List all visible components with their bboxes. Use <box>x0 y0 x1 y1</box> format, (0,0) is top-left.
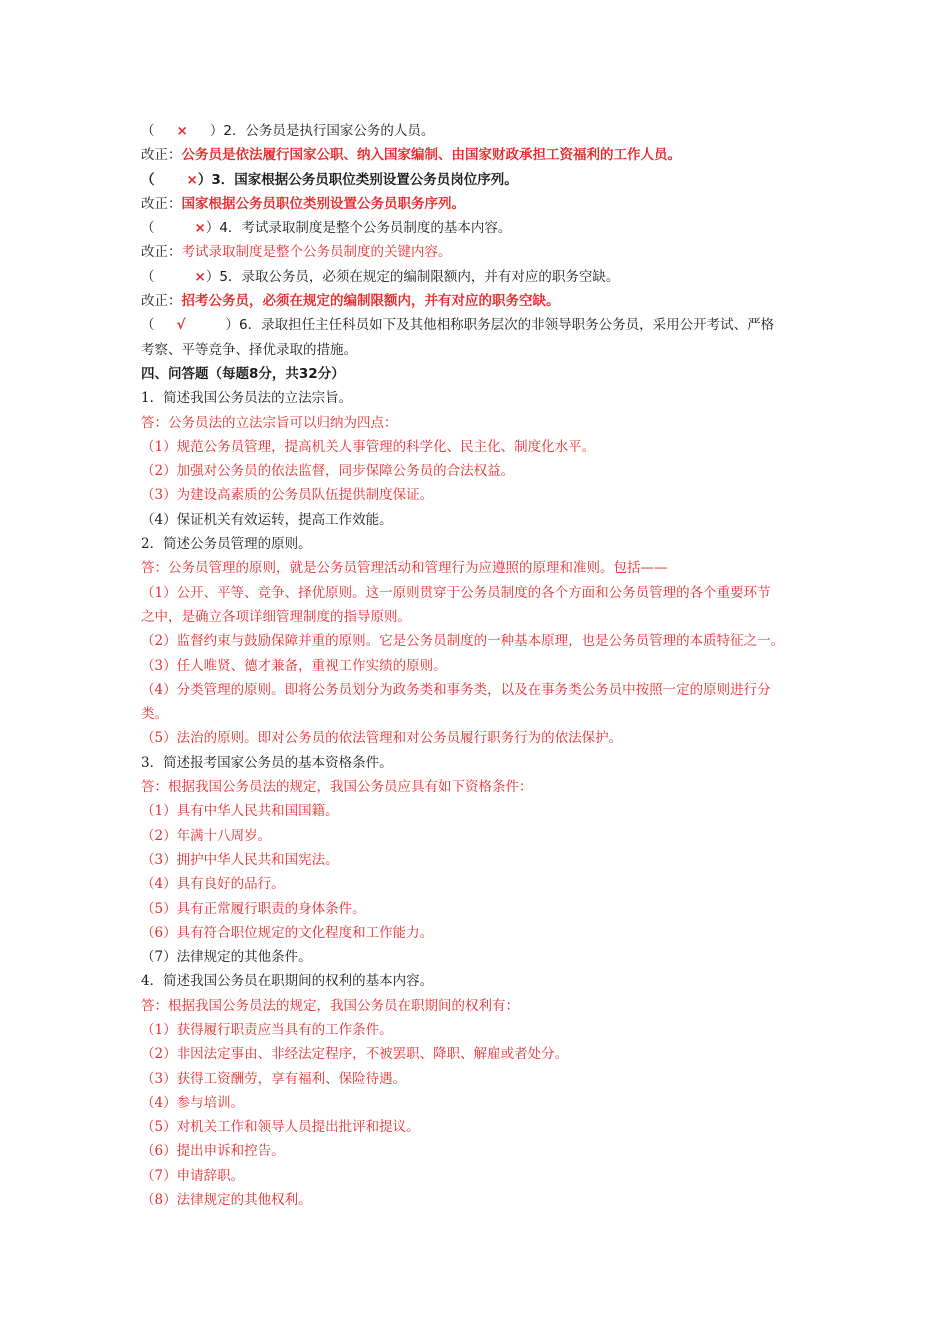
answer-2-point: （5）法治的原则。即对公务员的依法管理和对公务员履行职务行为的依法保护。 <box>141 730 623 747</box>
answer-2-point: （2）监督约束与鼓励保障并重的原则。它是公务员制度的一种基本原理，也是公务员管理的本质特征之一。 <box>141 633 785 650</box>
question-4: 4．简述我国公务员在职期间的权利的基本内容。 <box>141 973 434 990</box>
answer-1-point: （2）加强对公务员的依法监督，同步保障公务员的合法权益。 <box>141 463 515 480</box>
item-number: 5． <box>219 268 242 285</box>
question-3: 3．简述报考国家公务员的基本资格条件。 <box>141 754 393 771</box>
question-1: 1．简述我国公务员法的立法宗旨。 <box>141 390 353 407</box>
answer-1: 答：公务员法的立法宗旨可以归纳为四点： <box>141 414 398 431</box>
item-number: 6． <box>239 317 262 334</box>
correction-4 <box>141 242 831 263</box>
correction-text: 公务员是依法履行国家公职、纳入国家编制、由国家财政承担工资福利的工作人员。 <box>181 147 681 164</box>
true-false-item-4 <box>141 218 831 239</box>
answer-3-point: （5）具有正常履行职责的身体条件。 <box>141 900 366 917</box>
item-statement: 录取担任主任科员如下及其他相称职务层次的非领导职务公务员，采用公开考试、严格 <box>261 317 775 334</box>
open-paren: （ <box>141 220 155 237</box>
answer-3-point: （2）年满十八周岁。 <box>141 827 272 844</box>
true-false-item-6-cont <box>141 340 831 361</box>
check-mark-icon: √ <box>176 317 186 334</box>
answer-4-point: （6）提出申诉和控告。 <box>141 1143 285 1160</box>
open-paren: （ <box>141 317 155 334</box>
wrong-mark-icon: × <box>194 220 206 237</box>
section-heading-4: 四、问答题（每题8分，共32分） <box>141 365 345 382</box>
answer-2-point: （4）分类管理的原则。即将公务员划分为政务类和事务类，以及在事务类公务员中按照一定的原则进行分 <box>141 681 771 698</box>
answer-2-point: （3）任人唯贤、德才兼备，重视工作实绩的原则。 <box>141 657 447 674</box>
answer-3-point: （4）具有良好的品行。 <box>141 876 285 893</box>
answer-3-point: （7）法律规定的其他条件。 <box>141 949 312 966</box>
true-false-item-5 <box>141 267 831 288</box>
correction-label: 改正： <box>141 195 182 212</box>
answer-1-point: （1）规范公务员管理，提高机关人事管理的科学化、民主化、制度化水平。 <box>141 438 596 455</box>
item-statement-continued: 考察、平等竞争、择优录取的措施。 <box>141 341 357 358</box>
open-paren: （ <box>141 171 155 188</box>
correction-2 <box>141 145 831 166</box>
wrong-mark-icon: × <box>176 123 188 139</box>
answer-3-point: （3）拥护中华人民共和国宪法。 <box>141 851 339 868</box>
true-false-item-2 <box>141 121 831 142</box>
answer-2: 答：公务员管理的原则，就是公务员管理活动和管理行为应遵照的原理和准则。包括—— <box>141 560 668 577</box>
answer-4-point: （1）获得履行职责应当具有的工作条件。 <box>141 1021 393 1038</box>
correction-label: 改正： <box>141 293 182 310</box>
open-paren: （ <box>141 123 155 139</box>
question-2: 2．简述公务员管理的原则。 <box>141 536 312 553</box>
answer-1-point: （3）为建设高素质的公务员队伍提供制度保证。 <box>141 487 434 504</box>
document-content <box>141 121 831 1214</box>
item-statement: 公务员是执行国家公务的人员。 <box>245 123 435 139</box>
wrong-mark-icon: × <box>194 268 206 285</box>
correction-text: 考试录取制度是整个公务员制度的关键内容。 <box>181 244 452 261</box>
wrong-mark-icon: × <box>186 171 198 188</box>
answer-3-point: （1）具有中华人民共和国国籍。 <box>141 803 339 820</box>
answer-3: 答：根据我国公务员法的规定，我国公务员应具有如下资格条件： <box>141 779 533 796</box>
true-false-item-3 <box>141 170 831 191</box>
correction-3 <box>141 194 831 215</box>
answer-1-point: （4）保证机关有效运转，提高工作效能。 <box>141 511 393 528</box>
answer-4-point: （2）非因法定事由、非经法定程序，不被罢职、降职、解雇或者处分。 <box>141 1046 569 1063</box>
answer-4: 答：根据我国公务员法的规定，我国公务员在职期间的权利有： <box>141 997 519 1014</box>
answer-4-point: （3）获得工资酬劳，享有福利、保险待遇。 <box>141 1070 407 1087</box>
correction-label: 改正： <box>141 147 182 164</box>
item-number: 3． <box>211 171 235 188</box>
item-statement: 录取公务员，必须在规定的编制限额内，并有对应的职务空缺。 <box>241 268 620 285</box>
correction-label: 改正： <box>141 244 182 261</box>
close-paren: ） <box>209 123 224 139</box>
answer-4-point: （5）对机关工作和领导人员提出批评和提议。 <box>141 1119 420 1136</box>
answer-2-point-cont: 类。 <box>141 706 168 723</box>
answer-2-point-cont: 之中，是确立各项详细管理制度的指导原则。 <box>141 608 411 625</box>
correction-5 <box>141 291 831 312</box>
close-paren: ） <box>225 317 240 334</box>
answer-2-point: （1）公开、平等、竞争、择优原则。这一原则贯穿于公务员制度的各个方面和公务员管理的各个重要环节 <box>141 584 771 601</box>
answer-3-point: （6）具有符合职位规定的文化程度和工作能力。 <box>141 924 434 941</box>
open-paren: （ <box>141 268 155 285</box>
close-paren: ） <box>205 268 220 285</box>
item-number: 2． <box>223 123 246 139</box>
answer-4-point: （8）法律规定的其他权利。 <box>141 1192 312 1209</box>
correction-text: 招考公务员，必须在规定的编制限额内，并有对应的职务空缺。 <box>181 293 560 310</box>
answer-4-point: （7）申请辞职。 <box>141 1167 245 1184</box>
close-paren: ） <box>205 220 220 237</box>
item-number: 4． <box>219 220 242 237</box>
item-statement: 国家根据公务员职位类别设置公务员岗位序列。 <box>234 171 518 188</box>
correction-text: 国家根据公务员职位类别设置公务员职务序列。 <box>181 195 465 212</box>
item-statement: 考试录取制度是整个公务员制度的基本内容。 <box>241 220 512 237</box>
close-paren: ） <box>197 171 212 188</box>
answer-4-point: （4）参与培训。 <box>141 1094 245 1111</box>
true-false-item-6 <box>141 315 831 336</box>
